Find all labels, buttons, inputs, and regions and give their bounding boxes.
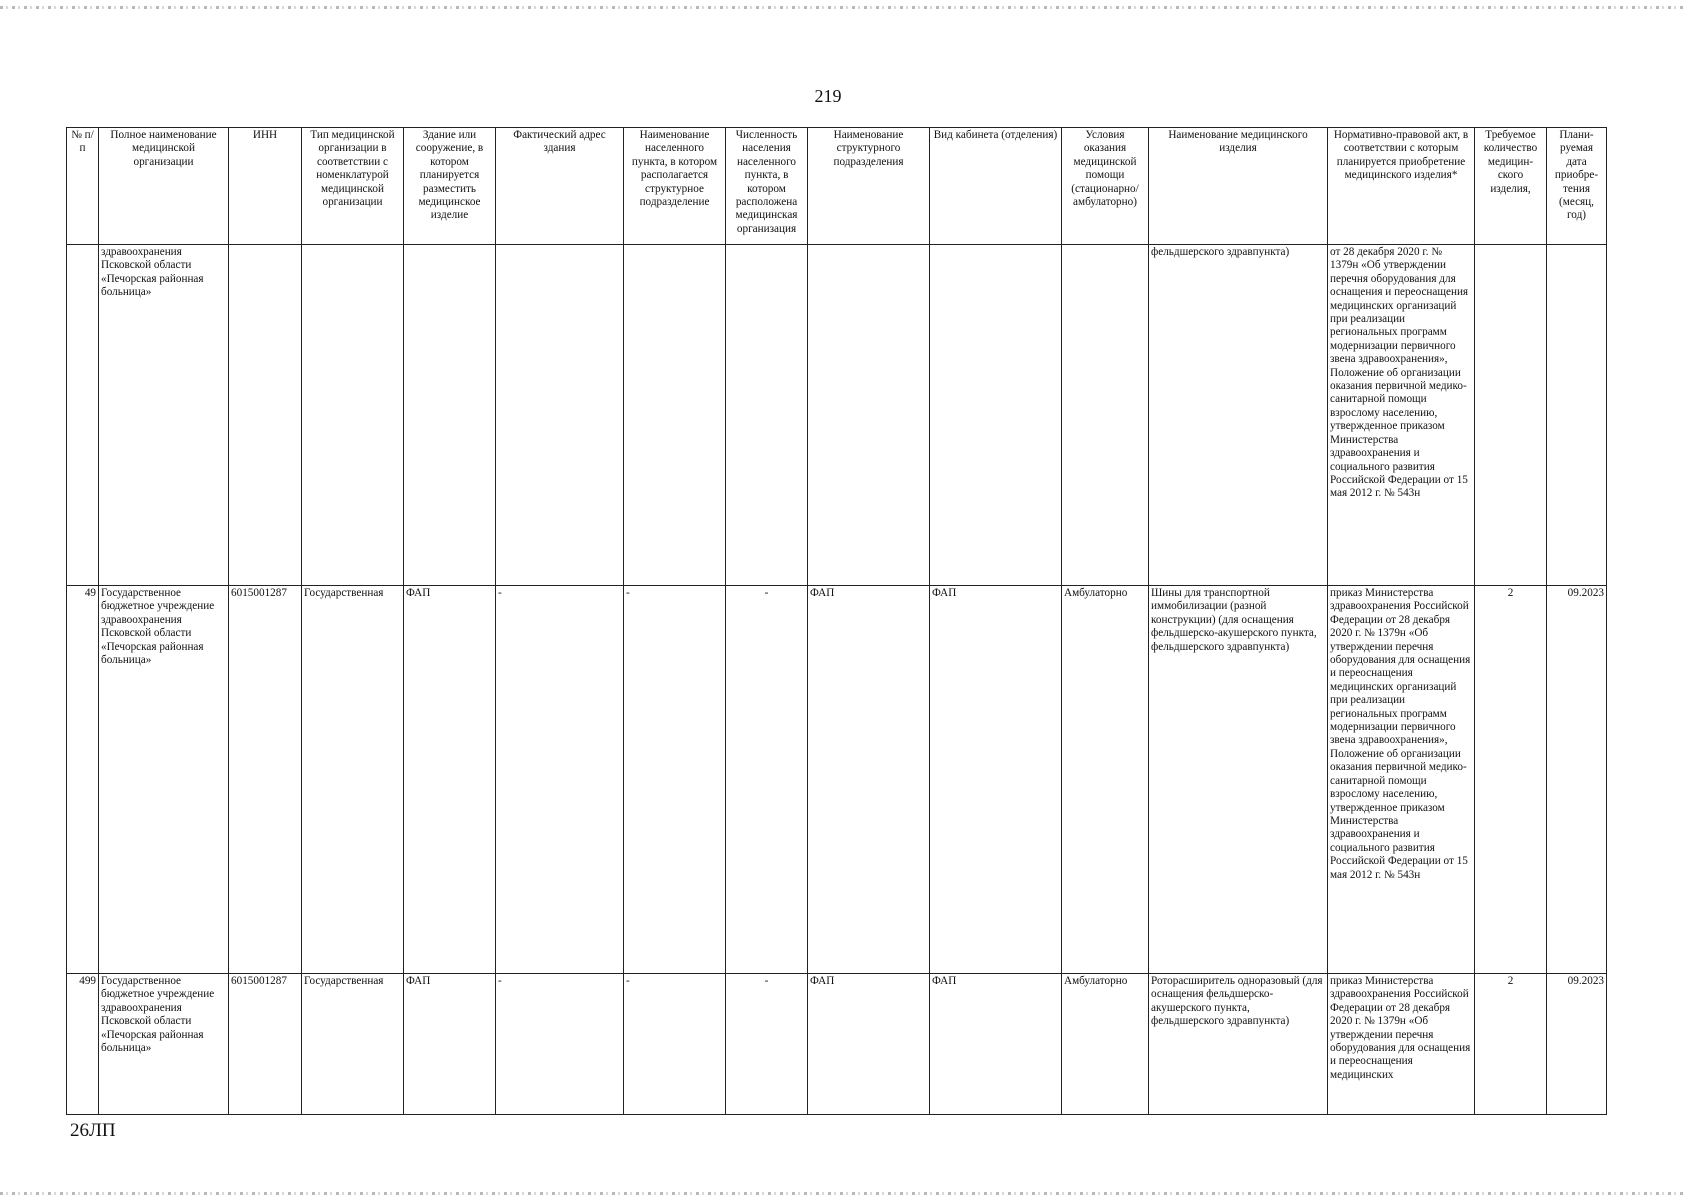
header-cell-inn: ИНН [229,128,302,245]
cell-inn: 6015001287 [229,974,302,1115]
cell-date: 09.2023 [1547,586,1607,974]
cell-device: фельдшерского здравпункта) [1149,245,1328,586]
header-cell-unit: Наименование структурного подразделения [808,128,930,245]
header-cell-conditions: Условия оказания медицинской помощи (стационарно/ амбулаторно) [1062,128,1149,245]
cell-cabinet: ФАП [930,586,1062,974]
header-cell-num: № п/п [67,128,99,245]
cell-date: 09.2023 [1547,974,1607,1115]
cell-inn [229,245,302,586]
header-cell-population: Численность населения населенного пункта, в котором расположена медицинская организация [726,128,808,245]
header-cell-type: Тип медицинской организации в соответствии с номенклатурой медицинской организации [302,128,404,245]
cell-date [1547,245,1607,586]
cell-population: - [726,974,808,1115]
cell-unit: ФАП [808,586,930,974]
scan-edge-bottom [0,1192,1686,1195]
cell-conditions: Амбулаторно [1062,974,1149,1115]
cell-population: - [726,586,808,974]
cell-inn: 6015001287 [229,586,302,974]
cell-settlement: - [624,974,726,1115]
cell-settlement [624,245,726,586]
cell-unit: ФАП [808,974,930,1115]
header-cell-cabinet: Вид кабинета (отделения) [930,128,1062,245]
cell-qty: 2 [1475,586,1547,974]
cell-org: здравоохранения Псковской области «Печорская районная больница» [99,245,229,586]
cell-act: приказ Министерства здравоохранения Российской Федерации от 28 декабря 2020 г. № 1379н «Об утверждении перечня оборудования для оснащения и переоснащения медицинских организаций при реализации региональных программ модернизации первичного звена здравоохранения», Положение об организации оказания первичной медико-санитарной помощи взрослому населению, утвержденное приказом Министерства здравоохранения и социального развития Российской Федерации от 15 мая 2012 г. № 543н [1328,586,1475,974]
cell-type [302,245,404,586]
cell-address [496,245,624,586]
cell-type: Государственная [302,974,404,1115]
header-cell-qty: Требуемое количество медицин-ского изделия, [1475,128,1547,245]
cell-num [67,245,99,586]
cell-type: Государственная [302,586,404,974]
cell-building [404,245,496,586]
cell-org: Государственное бюджетное учреждение здравоохранения Псковской области «Печорская районная больница» [99,974,229,1115]
header-cell-building: Здание или сооружение, в котором планируется разместить медицинское изделие [404,128,496,245]
header-cell-device: Наименование медицинского изделия [1149,128,1328,245]
cell-device: Роторасширитель одноразовый (для оснащения фельдшерско-акушерского пункта, фельдшерского здравпункта) [1149,974,1328,1115]
cell-qty [1475,245,1547,586]
cell-act: от 28 декабря 2020 г. № 1379н «Об утверждении перечня оборудования для оснащения и переоснащения медицинских организаций при реализации региональных программ модернизации первичного звена здравоохранения», Положение об организации оказания первичной медико-санитарной помощи взрослому населению, утвержденное приказом Министерства здравоохранения и социального развития Российской Федерации от 15 мая 2012 г. № 543н [1328,245,1475,586]
cell-act: приказ Министерства здравоохранения Российской Федерации от 28 декабря 2020 г. № 1379н «Об утверждении перечня оборудования для оснащения и переоснащения медицинских [1328,974,1475,1115]
cell-conditions: Амбулаторно [1062,586,1149,974]
cell-cabinet: ФАП [930,974,1062,1115]
page-number: 219 [814,86,842,106]
cell-address: - [496,974,624,1115]
footer-code: 26ЛП [70,1120,116,1141]
cell-cabinet [930,245,1062,586]
cell-device: Шины для транспортной иммобилизации (разной конструкции) (для оснащения фельдшерско-акушерского пункта, фельдшерского здравпункта) [1149,586,1328,974]
cell-qty: 2 [1475,974,1547,1115]
scan-edge-top [0,6,1686,9]
cell-population [726,245,808,586]
cell-num: 499 [67,974,99,1115]
cell-num: 49 [67,586,99,974]
cell-unit [808,245,930,586]
cell-conditions [1062,245,1149,586]
table-row [67,974,1607,1115]
header-row [67,128,1607,245]
header-cell-act: Нормативно-правовой акт, в соответствии с которым планируется приобретение медицинского изделия* [1328,128,1475,245]
header-cell-settlement: Наименование населенного пункта, в котором располагается структурное подразделение [624,128,726,245]
header-cell-date: Плани-руемая дата приобре-тения (месяц, год) [1547,128,1607,245]
cell-org: Государственное бюджетное учреждение здравоохранения Псковской области «Печорская районная больница» [99,586,229,974]
cell-address: - [496,586,624,974]
equipment-table [66,127,1607,1115]
header-cell-address: Фактический адрес здания [496,128,624,245]
table-row [67,586,1607,974]
header-cell-org: Полное наименование медицинской организации [99,128,229,245]
cell-settlement: - [624,586,726,974]
cell-building: ФАП [404,586,496,974]
cell-building: ФАП [404,974,496,1115]
table-row [67,245,1607,586]
